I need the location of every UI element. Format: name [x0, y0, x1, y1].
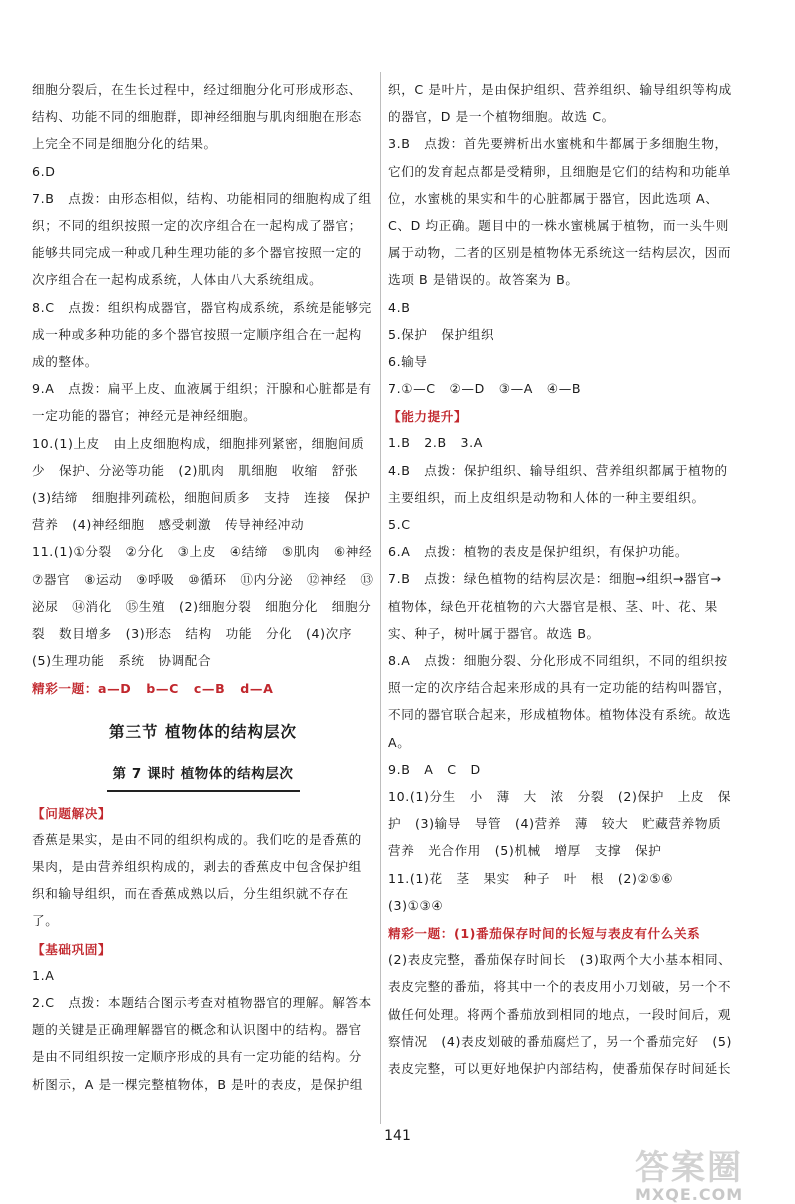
- section-tag: 【能力提升】: [388, 409, 468, 425]
- right-column: [388, 76, 736, 1082]
- answer-paragraph: 7.①—C ②—D ③—A ④—B: [388, 381, 582, 397]
- answer-paragraph: 2.C 点拨：本题结合图示考查对植物器官的理解。解答本题的关键是正确理解器官的概念和认识图中的结构。器官是由不同组织按一定顺序形成的具有一定功能的结构。分析图示，A 是一棵完整植物体，B 是叶的表皮，是保护组: [32, 994, 372, 1092]
- lesson-title: 第 7 课时 植物体的结构层次: [107, 761, 300, 792]
- answer-paragraph: (2)表皮完整，番茄保存时间长 (3)取两个大小基本相同、表皮完整的番茄，将其中一个的表皮用小刀划破，另一个不做任何处理。将两个番茄放到相同的地点，一段时间后，观察情况 (4)表皮划破的番茄腐烂了，另一个番茄完好 (5)表皮完整，可以更好地保护内部结构，使番茄保存时间延长: [388, 952, 732, 1076]
- answer-paragraph: 11.(1)①分裂 ②分化 ③上皮 ④结缔 ⑤肌肉 ⑥神经 ⑦器官 ⑧运动 ⑨呼吸 ⑩循环 ⑪内分泌 ⑫神经 ⑬泌尿 ⑭消化 ⑮生殖 (2)细胞分裂 细胞分化 细胞分裂 数目增多 (3)形态 结构 功能 分化 (4)次序 (5)生理功能 系统 协调配合: [32, 544, 386, 669]
- page-number: 141: [384, 1128, 411, 1144]
- answer-paragraph: 1.B 2.B 3.A: [388, 435, 483, 451]
- lesson-title-wrap: [32, 761, 374, 792]
- answer-paragraph: 6.A 点拨：植物的表皮是保护组织，有保护功能。: [388, 544, 689, 560]
- answer-paragraph: 10.(1)上皮 由上皮细胞构成，细胞排列紧密，细胞间质少 保护、分泌等功能 (2)肌肉 肌细胞 收缩 舒张 (3)结缔 细胞排列疏松，细胞间质多 支持 连接 保护 营养 (4)神经细胞 感受刺激 传导神经冲动: [32, 435, 385, 533]
- answer-paragraph: 5.保护 保护组织: [388, 326, 495, 342]
- section-tag: 【基础巩固】: [32, 941, 112, 957]
- section-title: 第三节 植物体的结构层次: [109, 723, 297, 742]
- watermark-url: MXQE.COM: [635, 1185, 744, 1204]
- answer-paragraph: 7.B 点拨：由形态相似，结构、功能相同的细胞构成了组织；不同的组织按照一定的次序组合在一起构成了器官；能够共同完成一种或几种生理功能的多个器官按照一定的次序组合在一起构成系统，人体由八大系统组成。: [32, 190, 372, 288]
- watermark-mark: 答案圈: [635, 1148, 743, 1188]
- answer-paragraph: 8.C 点拨：组织构成器官，器官构成系统，系统是能够完成一种或多种功能的多个器官按照一定顺序组合在一起构成的整体。: [32, 299, 372, 370]
- answer-paragraph: 1.A: [32, 967, 55, 983]
- watermark-logo: [635, 1140, 785, 1204]
- answer-paragraph: 9.B A C D: [388, 761, 481, 777]
- answer-paragraph: 5.C: [388, 517, 411, 533]
- section-tag: 【问题解决】: [32, 805, 112, 821]
- answer-paragraph: 细胞分裂后，在生长过程中，经过细胞分化可形成形态、结构、功能不同的细胞群，即神经细胞与肌肉细胞在形态上完全不同是细胞分化的结果。: [32, 82, 362, 152]
- answer-paragraph: 8.A 点拨：细胞分裂、分化形成不同组织，不同的组织按照一定的次序结合起来形成的具有一定功能的结构叫器官，不同的器官联合起来，形成植物体。植物体没有系统。故选 A。: [388, 653, 736, 750]
- column-divider: [380, 72, 381, 1124]
- answer-paragraph: 7.B 点拨：绿色植物的结构层次是：细胞→组织→器官→植物体，绿色开花植物的六大器官是根、茎、叶、花、果实、种子，树叶属于器官。故选 B。: [388, 571, 722, 641]
- answer-paragraph: 4.B: [388, 299, 411, 315]
- answer-paragraph: 9.A 点拨：扁平上皮、血液属于组织；汗腺和心脏都是有一定功能的器官；神经元是神经细胞。: [32, 381, 372, 424]
- section-tag: 精彩一题：(1)番茄保存时间的长短与表皮有什么关系: [388, 926, 701, 942]
- answer-paragraph: 3.B 点拨：首先要辨析出水蜜桃和牛都属于多细胞生物，它们的发育起点都是受精卵，且细胞是它们的结构和功能单位，水蜜桃的果实和牛的心脏都属于器官，因此选项 A、C、D 均正确。题目中的一株水蜜桃属于植物，而一头牛则属于动物，二者的区别是植物体无系统这一结构层次，因而选项 B 是错误的。故答案为 B。: [388, 136, 732, 288]
- answer-paragraph: 6.D: [32, 163, 56, 179]
- section-tag: 精彩一题：a—D b—C c—B d—A: [32, 681, 274, 697]
- answer-paragraph: 织，C 是叶片，是由保护组织、营养组织、输导组织等构成的器官，D 是一个植物细胞。故选 C。: [388, 82, 732, 125]
- answer-paragraph: 4.B 点拨：保护组织、输导组织、营养组织都属于植物的主要组织，而上皮组织是动物和人体的一种主要组织。: [388, 462, 728, 505]
- answer-paragraph: 11.(1)花 茎 果实 种子 叶 根 (2)②⑤⑥ (3)①③④: [388, 870, 687, 913]
- answer-paragraph: 6.输导: [388, 354, 428, 370]
- left-column: [32, 76, 386, 1098]
- answer-paragraph: 10.(1)分生 小 薄 大 浓 分裂 (2)保护 上皮 保护 (3)输导 导管 (4)营养 薄 较大 贮藏营养物质 营养 光合作用 (5)机械 增厚 支撑 保护: [388, 789, 736, 859]
- answer-paragraph: 香蕉是果实，是由不同的组织构成的。我们吃的是香蕉的果肉，是由营养组织构成的，剥去的香蕉皮中包含保护组织和输导组织，而在香蕉成熟以后，分生组织就不存在了。: [32, 831, 362, 929]
